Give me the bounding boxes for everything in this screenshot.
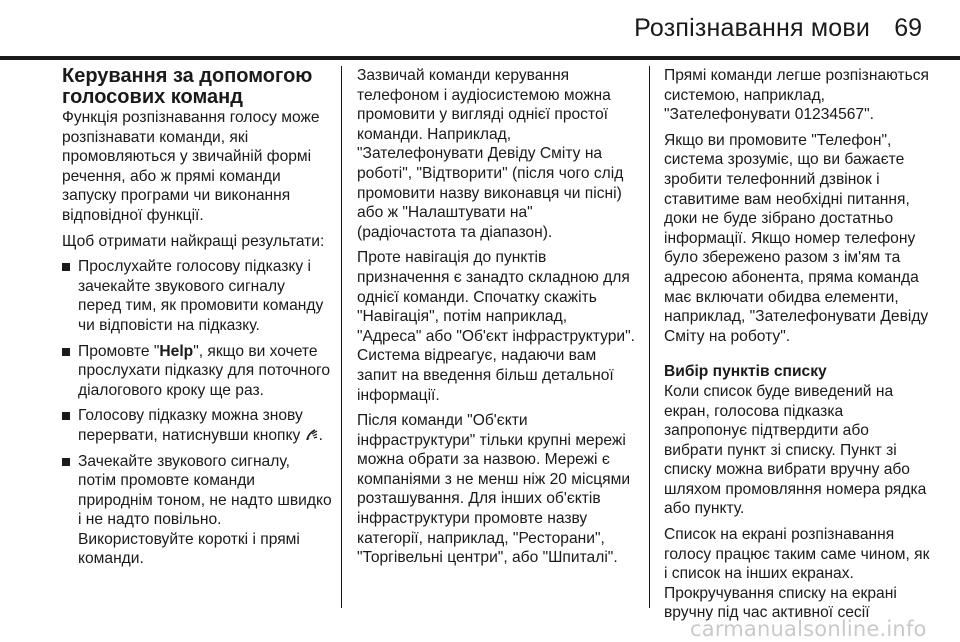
- section-heading-voice-commands: Керування за допомогою голосових команд: [62, 65, 313, 108]
- section-heading-list-selection: Вибір пунктів списку: [664, 363, 827, 381]
- page-title: Розпізнавання мови: [634, 14, 870, 42]
- list-item-text-end: .: [318, 426, 323, 444]
- paragraph: Після команди "Об'єкти інфраструктури" тільки крупні мережі можна обрати за назвою. Мережі є компаніями з не менш ніж 20 місцями розташування. Для інших об'єктів інфраструктури промовте назву категорії, наприклад, "Ресторани", "Торгівельні центри", або "Шпиталі".: [357, 412, 631, 567]
- paragraph: Зазвичай команди керування телефоном і аудіосистемою можна промовити у вигляді однієї простої команди. Наприклад, "Зателефонувати Девіду Сміту на роботі", "Відтворити" (після чого слід промовити назву виконавця чи пісні) або ж "Налаштувати на" (радіочастота та діапазон).: [357, 67, 624, 241]
- paragraph: Коли список буде виведений на екран, голосова підказка запропонує підтвердити або вибрати пункт зі списку. Пункт зі списку можна вибрати вручну або шляхом промовляння номера рядка або пункту.: [664, 382, 927, 518]
- bullet-icon: [62, 458, 70, 466]
- header-rule: [0, 56, 960, 60]
- list-item: [62, 342, 332, 401]
- column-divider-1: [341, 66, 342, 608]
- list-item: [62, 406, 332, 445]
- bullet-icon: [62, 412, 70, 420]
- watermark: carmanualsonline.info: [690, 617, 927, 641]
- bullet-icon: [62, 263, 70, 271]
- column-2: [357, 66, 635, 574]
- tips-list: [62, 257, 332, 569]
- phone-voice-icon: [305, 428, 319, 442]
- paragraph: Проте навігація до пунктів призначення є занадто складною для однієї команди. Спочатку скажіть "Навігація", потім наприклад, "Адреса" або "Об'єкт інфраструктури". Система відреагує, надаючи вам запит на введення більш детальної інформації.: [357, 249, 635, 404]
- page-header: [0, 0, 960, 56]
- paragraph: Список на екрані розпізнавання голосу працює таким саме чином, як і список на інших екранах. Прокручування списку на екрані вручну під час активної сесії: [664, 526, 930, 622]
- paragraph: Прямі команди легше розпізнаються системою, наприклад, "Зателефонувати 01234567".: [664, 67, 929, 124]
- help-keyword: Help: [159, 342, 194, 360]
- list-item-text: Прослухайте голосову підказку і зачекайте звукового сигналу перед тим, як промовити команду чи відповісти на підказку.: [78, 258, 324, 334]
- list-item-text-pre: Промовте ": [78, 342, 160, 360]
- bullet-icon: [62, 348, 70, 356]
- spacer: [664, 352, 930, 362]
- paragraph: Щоб отримати найкращі результати:: [62, 232, 325, 250]
- paragraph: Функція розпізнавання голосу може розпізнавати команди, які промовляються у звичайній формі речення, або ж прямі команди запуску програми чи виконання відповідної функції.: [62, 109, 320, 224]
- list-item-text: Зачекайте звукового сигналу, потім промовте команди природнім тоном, не надто швидко і не надто повільно. Використовуйте короткі і прямі команди.: [78, 452, 332, 568]
- column-1: [62, 66, 332, 575]
- list-item: [62, 452, 332, 570]
- list-item-text-post: ", якщо ви хочете прослухати підказку для поточного діалогового кроку ще раз.: [78, 342, 331, 399]
- list-item: [62, 257, 332, 335]
- page-number: 69: [894, 14, 922, 42]
- column-3: [664, 66, 930, 629]
- paragraph: Якщо ви промовите "Телефон", система зрозуміє, що ви бажаєте зробити телефонний дзвінок і ставитиме вам необхідні питання, доки не буде зібрано достатньо інформації. Якщо номер телефону було збережено разом з ім'ям та адресою абонента, пряма команда має включати обидва елементи, наприклад, "Зателефонувати Девіду Сміту на роботу".: [664, 131, 929, 345]
- column-divider-2: [649, 66, 650, 608]
- list-item-text: Голосову підказку можна знову перервати, натиснувши кнопку: [78, 407, 303, 444]
